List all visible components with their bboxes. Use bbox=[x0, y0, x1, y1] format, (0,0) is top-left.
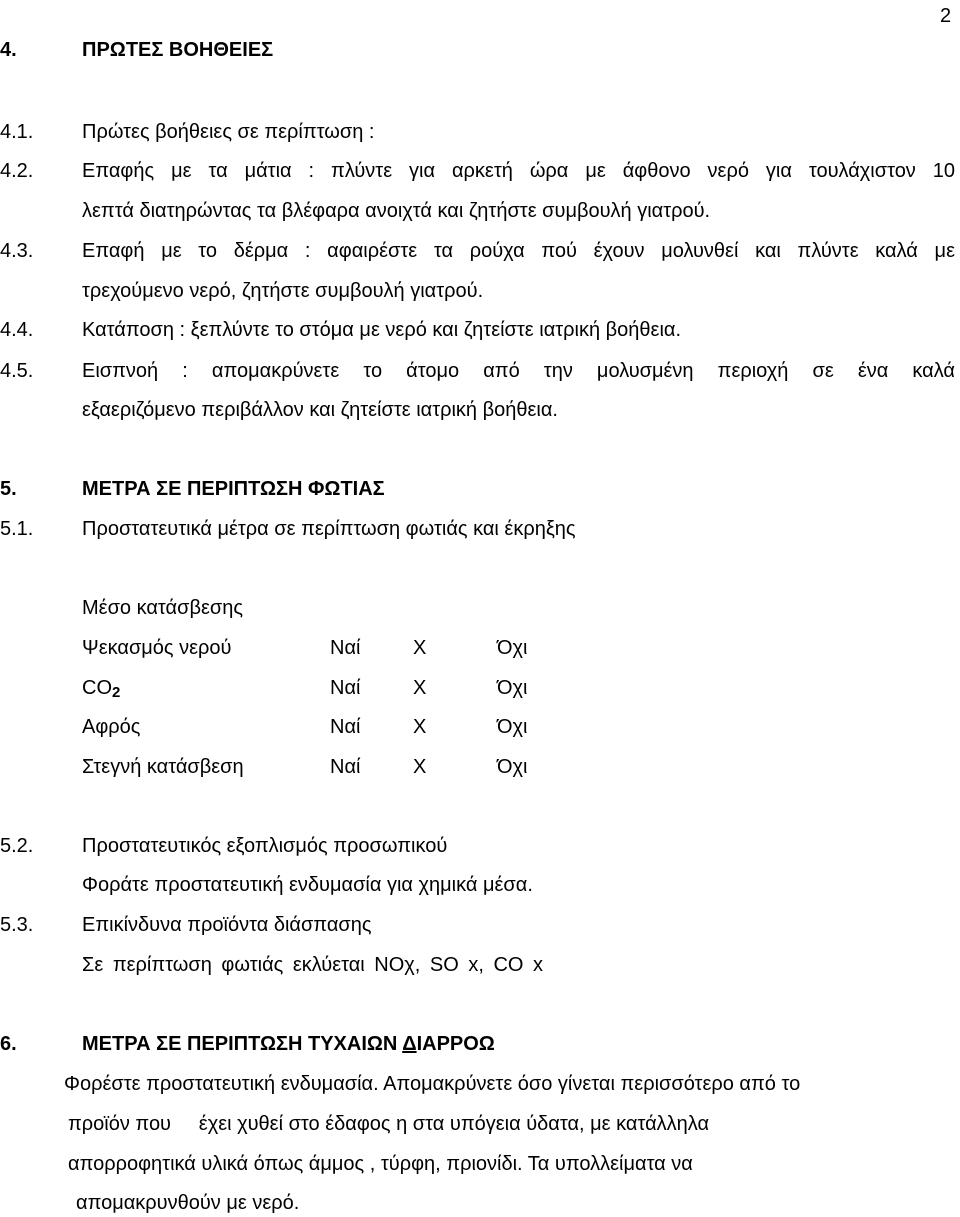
section-6-title-text: ΜΕΤΡΑ ΣΕ ΠΕΡΙΠΤΩΣΗ ΤΥΧΑΙΩΝ ΔΙΑΡΡΟΩ bbox=[82, 1033, 495, 1055]
section-6-line-1: Φορέστε προστατευτική ενδυμασία. Απομακρύνετε όσο γίνεται περισσότερο από το bbox=[64, 1073, 801, 1095]
media-yes: Ναί bbox=[330, 677, 361, 699]
section-5-number: 5. bbox=[0, 478, 17, 500]
media-mark: Χ bbox=[413, 637, 427, 659]
item-4-5-number: 4.5. bbox=[0, 360, 34, 382]
item-4-3-line-1: Επαφή με το δέρμα : αφαιρέστε τα ρούχα πού έχουν μολυνθεί και πλύντε καλά με bbox=[82, 240, 955, 262]
item-4-4-number: 4.4. bbox=[0, 319, 34, 341]
media-no: Όχι bbox=[497, 756, 528, 778]
media-no: Όχι bbox=[497, 637, 528, 659]
media-heading: Μέσο κατάσβεσης bbox=[82, 597, 243, 619]
section-6-title-underlined-letter: Δ bbox=[402, 1033, 417, 1055]
item-5-3-number: 5.3. bbox=[0, 914, 34, 936]
media-name: Στεγνή κατάσβεση bbox=[82, 756, 244, 778]
page-number: 2 bbox=[940, 5, 952, 27]
item-5-3-title: Επικίνδυνα προϊόντα διάσπασης bbox=[82, 914, 372, 936]
item-4-2-line-1: Επαφής με τα μάτια : πλύντε για αρκετή ώρα με άφθονο νερό για τουλάχιστον 10 bbox=[82, 160, 955, 182]
item-4-3-number: 4.3. bbox=[0, 240, 34, 262]
media-no: Όχι bbox=[497, 716, 528, 738]
media-mark: Χ bbox=[413, 677, 427, 699]
media-no: Όχι bbox=[497, 677, 528, 699]
section-6-line-4: απομακρυνθούν με νερό. bbox=[76, 1192, 300, 1214]
media-mark: Χ bbox=[413, 716, 427, 738]
media-name-subscript: 2 bbox=[112, 684, 121, 701]
media-mark: Χ bbox=[413, 756, 427, 778]
media-yes: Ναί bbox=[330, 716, 361, 738]
media-name: Αφρός bbox=[82, 716, 141, 738]
media-yes: Ναί bbox=[330, 756, 361, 778]
item-5-2-text: Φοράτε προστατευτική ενδυμασία για χημικά μέσα. bbox=[82, 874, 533, 896]
section-6-title bbox=[82, 1032, 495, 1056]
item-4-1-text: Πρώτες βοήθειες σε περίπτωση : bbox=[82, 121, 375, 143]
item-4-5-line-2: εξαεριζόμενο περιβάλλον και ζητείστε ιατρική βοήθεια. bbox=[82, 399, 558, 421]
item-5-1-number: 5.1. bbox=[0, 518, 34, 540]
item-5-2-number: 5.2. bbox=[0, 835, 34, 857]
media-name bbox=[82, 676, 120, 700]
item-5-3-text: Σε περίπτωση φωτιάς εκλύεται ΝΟχ, SO x, CO x bbox=[82, 954, 544, 976]
section-4-title: ΠΡΩΤΕΣ ΒΟΗΘΕΙΕΣ bbox=[82, 39, 274, 61]
section-6-number: 6. bbox=[0, 1033, 17, 1055]
section-4-number: 4. bbox=[0, 39, 17, 61]
section-6-line-3: απορροφητικά υλικά όπως άμμος , τύρφη, πριονίδι. Τα υπολλείματα να bbox=[68, 1153, 693, 1175]
item-4-4-text: Κατάποση : ξεπλύντε το στόμα με νερό και ζητείστε ιατρική βοήθεια. bbox=[82, 319, 682, 341]
item-4-2-number: 4.2. bbox=[0, 160, 34, 182]
item-5-2-title: Προστατευτικός εξοπλισμός προσωπικού bbox=[82, 835, 448, 857]
media-yes: Ναί bbox=[330, 637, 361, 659]
section-6-line-2: προϊόν που έχει χυθεί στο έδαφος η στα υπόγεια ύδατα, με κατάλληλα bbox=[68, 1113, 710, 1135]
item-5-1-title: Προστατευτικά μέτρα σε περίπτωση φωτιάς και έκρηξης bbox=[82, 518, 576, 540]
item-4-1-number: 4.1. bbox=[0, 121, 34, 143]
item-4-2-line-2: λεπτά διατηρώντας τα βλέφαρα ανοιχτά και ζητήστε συμβουλή γιατρού. bbox=[82, 200, 711, 222]
media-name-text: CO bbox=[82, 677, 112, 699]
item-4-3-line-2: τρεχούμενο νερό, ζητήστε συμβουλή γιατρού. bbox=[82, 280, 484, 302]
section-5-title: ΜΕΤΡΑ ΣΕ ΠΕΡΙΠΤΩΣΗ ΦΩΤΙΑΣ bbox=[82, 478, 385, 500]
item-4-5-line-1: Εισπνοή : απομακρύνετε το άτομο από την μολυσμένη περιοχή σε ένα καλά bbox=[82, 360, 955, 382]
media-name: Ψεκασμός νερού bbox=[82, 637, 232, 659]
